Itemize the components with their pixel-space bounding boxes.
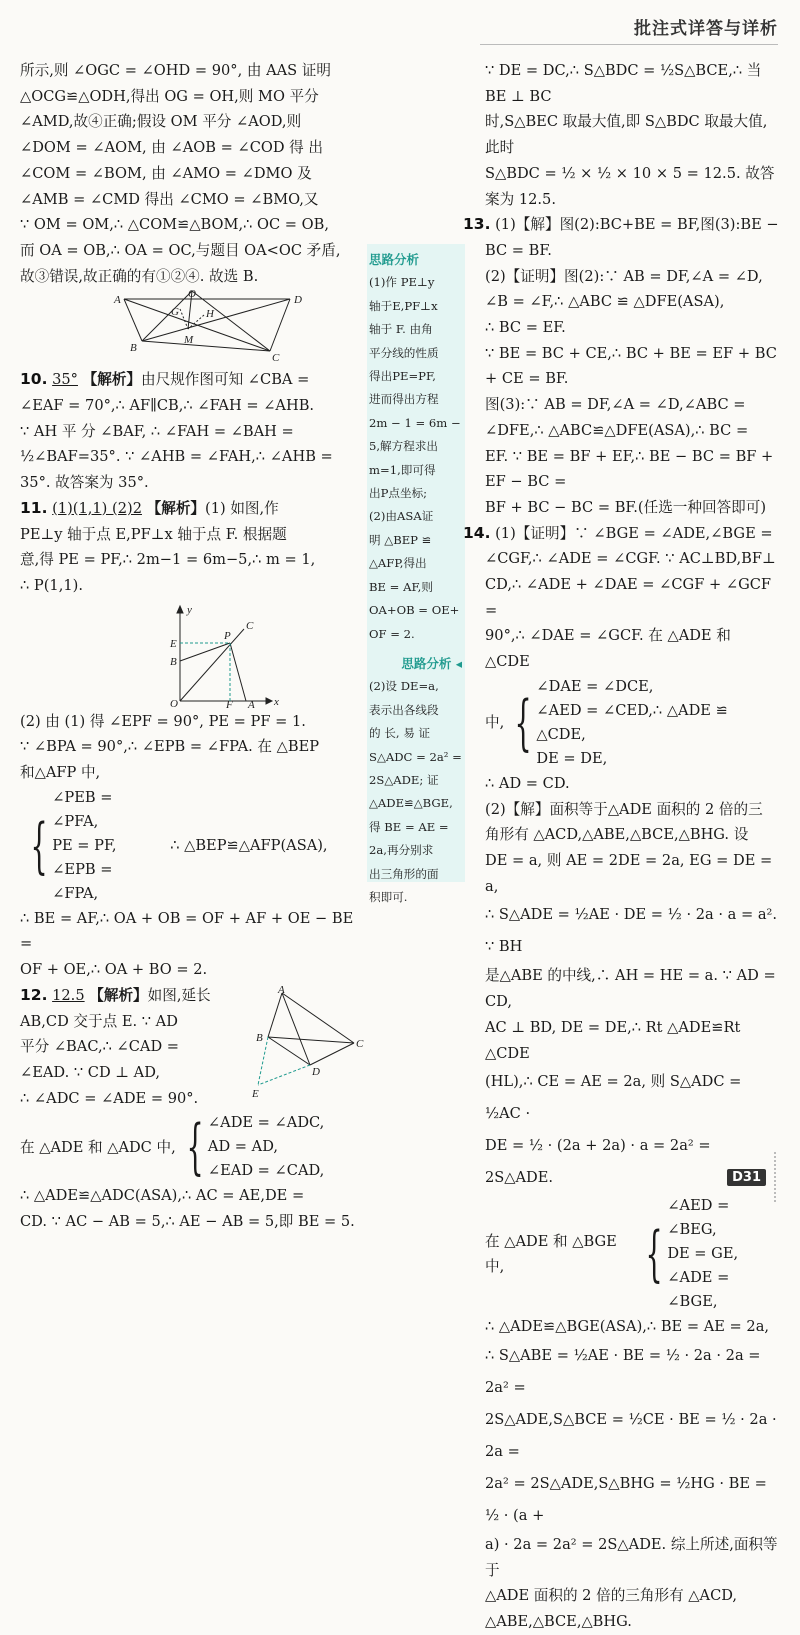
text-line: 35°. 故答案为 35°. <box>20 474 149 492</box>
text-line: (1) 如图,作 <box>205 499 279 517</box>
annotation-line: 2m − 1 = 6m − <box>369 415 461 430</box>
text-line: OF + OE,∴ OA + BO = 2. <box>20 961 208 979</box>
tag-analysis: 【解析】 <box>89 986 148 1004</box>
annotation-line: OA+OB = OE+ <box>369 603 460 618</box>
text-line: 由尺规作图可知 ∠CBA = <box>141 371 310 389</box>
text-line: ∴ △ADE≌△ADC(ASA),∴ AC = AE,DE = <box>20 1187 305 1205</box>
annotation-line: 得 BE = AE = <box>369 819 449 834</box>
text-line: (2) 由 (1) 得 ∠EPF = 90°, PE = PF = 1. <box>20 712 306 730</box>
text-line: DE = a, 则 AE = 2DE = 2a, EG = DE = a, <box>485 851 773 895</box>
text-line: ∵ ∠BPA = 90°,∴ ∠EPB = ∠FPA. 在 △BEP <box>20 738 320 756</box>
brace-system <box>20 786 360 906</box>
text-line: AB,CD 交于点 E. ∵ AD <box>20 1012 178 1030</box>
annotation-line: 2S△ADE; 证 <box>369 773 439 788</box>
brace-line: ∠EPB = ∠FPA, <box>52 860 113 902</box>
figure-q9 <box>20 288 360 365</box>
annotation-line: 5,解方程求出 <box>369 439 439 454</box>
fig9-label: H <box>206 308 214 321</box>
page-number: D31 <box>727 1169 766 1186</box>
text-line: ∠AMD,故④正确;假设 OM 平分 ∠AOD,则 <box>20 113 302 131</box>
fig11-label: F <box>226 698 233 711</box>
annotation-line: S△ADC = 2a² = <box>369 749 462 764</box>
text-line: ∠EAD. ∵ CD ⊥ AD, <box>20 1063 161 1081</box>
header-title: 批注式详答与详析 <box>634 19 778 39</box>
text-line: (2)【解】面积等于△ADE 面积的 2 倍的三 <box>485 800 763 818</box>
text-line: ∠B = ∠F,∴ △ABC ≌ △DFE(ASA), <box>485 293 725 311</box>
answer: (1)(1,1) (2)2 <box>52 499 142 517</box>
text-line: ∠COM = ∠BOM, 由 ∠AMO = ∠DMO 及 <box>20 164 312 182</box>
q12-continued <box>485 58 780 212</box>
question-number: 13. <box>463 215 491 234</box>
annotation-line: 出P点坐标; <box>369 486 428 501</box>
brace-line: ∠PEB = ∠PFA, <box>52 788 113 830</box>
text-line: 图(3):∵ AB = DF,∠A = ∠D,∠ABC = <box>485 396 746 414</box>
tag-analysis: 【解析】 <box>146 499 206 517</box>
text-line: 90°,∴ ∠DAE = ∠GCF. 在 △ADE 和 △CDE <box>485 627 731 671</box>
text-line: ∠DOM = ∠AOM, 由 ∠AOB = ∠COD 得 出 <box>20 139 324 157</box>
annotation-line: 的 长, 易 证 <box>369 726 431 741</box>
fig9-label: A <box>114 294 121 307</box>
fig12-label: C <box>356 1037 364 1050</box>
fig12-label: D <box>312 1065 320 1078</box>
text-line: 2S△ADE,S△BCE = ½CE · BE = ½ · 2a · 2a = <box>485 1410 777 1460</box>
annotation-line: 进而得出方程 <box>369 392 439 407</box>
annotation-line: 轴于E,PF⊥x <box>369 298 438 313</box>
text-line: 时,S△BEC 取最大值,即 S△BDC 取最大值,此时 <box>485 113 768 157</box>
annotation-line: 轴于 F. 由角 <box>369 322 433 337</box>
text-line: 和△AFP 中, <box>20 764 101 782</box>
text-line: △ABE,△BCE,△BHG. <box>485 1613 632 1631</box>
q13 <box>463 212 780 520</box>
figure-q11 <box>20 599 360 709</box>
annotation-line: 出三角形的面 <box>369 866 439 881</box>
text-line: ∴ BC = EF. <box>485 319 566 337</box>
text-line: ∵ OM = OM,∴ △COM≌△BOM,∴ OC = OB, <box>20 216 329 234</box>
question-number: 14. <box>463 523 491 542</box>
fig12-label: E <box>252 1087 259 1100</box>
text-line: (1)【解】图(2):BC+BE = BF,图(3):BE − <box>495 216 779 234</box>
fig12-label: B <box>256 1031 263 1044</box>
text-line: △ADE 面积的 2 倍的三角形有 △ACD, <box>485 1587 738 1605</box>
fig11-label: A <box>248 698 255 711</box>
annotation-line: (1)作 PE⊥y <box>369 275 435 290</box>
annotation-line: 表示出各线段 <box>369 702 439 717</box>
figure-q12 <box>232 983 364 1100</box>
text-line: ∴ P(1,1). <box>20 576 83 594</box>
fig11-label: P <box>224 629 231 642</box>
brace-line: DE = GE, <box>667 1245 739 1263</box>
text-line: ½∠BAF=35°. ∵ ∠AHB = ∠FAH,∴ ∠AHB = <box>20 448 333 466</box>
brace-line: PE = PF, <box>52 836 117 854</box>
annotation-2 <box>369 652 462 909</box>
annotation-line: OF = 2. <box>369 626 415 641</box>
q12 <box>20 983 364 1235</box>
text-line: CD,∴ ∠ADE + ∠DAE = ∠CGF + ∠GCF = <box>485 576 772 619</box>
annotation-line: 得出PE=PF, <box>369 369 436 384</box>
annotation-line: 平分线的性质 <box>369 345 439 360</box>
brace-line: ∠EAD = ∠CAD, <box>207 1162 325 1180</box>
right-column <box>463 58 780 1635</box>
tag-analysis: 【解析】 <box>82 371 142 389</box>
annotation-line: BE = AF,则 <box>369 579 433 594</box>
text-line: a) · 2a = 2a² = 2S△ADE. 综上所述,面积等于 <box>485 1535 778 1579</box>
answer: 35° <box>52 371 78 389</box>
text-line: ∴ ∠ADC = ∠ADE = 90°. <box>20 1089 199 1107</box>
fig11-label: B <box>170 655 177 668</box>
brace-line: ∠DAE = ∠DCE, <box>536 677 654 695</box>
text-line: 2a² = 2S△ADE,S△BHG = ½HG · BE = ½ · (a + <box>485 1474 767 1524</box>
annotation-line: △AFP,得出 <box>369 556 427 571</box>
text-line: 故③错误,故正确的有①②④. 故选 B. <box>20 267 259 285</box>
page-edge-dots <box>774 1152 790 1202</box>
brace-intro: 在 △ADE 和 △BGE 中, <box>485 1232 617 1276</box>
fig11-label: O <box>170 697 178 710</box>
text-line: △OCG≌△ODH,得出 OG = OH,则 MO 平分 <box>20 87 319 105</box>
text-line: EF. ∵ BE = BF + EF,∴ BE − BC = BF + EF − BC = <box>485 447 774 491</box>
text-line: ∴ BE = AF,∴ OA + OB = OF + AF + OE − BE = <box>20 909 354 953</box>
q9-text <box>20 58 360 289</box>
text-line: ∠CGF,∴ ∠ADE = ∠CGF. ∵ AC⊥BD,BF⊥ <box>485 550 776 568</box>
text-line: DE = ½ · (2a + 2a) · a = 2a² = 2S△ADE. <box>485 1137 711 1187</box>
annotation-line: (2)由ASA证 <box>369 509 434 524</box>
annotation-line: 积即可. <box>369 890 408 905</box>
q10 <box>20 367 360 496</box>
annotation-line: △ADE≌△BGE, <box>369 796 453 811</box>
question-number: 11. <box>20 498 48 517</box>
fig9-label: B <box>130 342 137 355</box>
brace-symbol: { <box>514 687 532 758</box>
brace-system <box>20 1111 360 1183</box>
annotation-line: 2a,再分别求 <box>369 843 434 858</box>
text-line: (1)【证明】∵ ∠BGE = ∠ADE,∠BGE = <box>495 524 773 542</box>
brace-symbol: { <box>645 1219 663 1290</box>
brace-intro: 中, <box>485 714 505 732</box>
text-line: ∵ DE = DC,∴ S△BDC = ½S△BCE,∴ 当 BE ⊥ BC <box>485 62 762 105</box>
text-line: 如图,延长 <box>147 986 211 1004</box>
text-line: ∴ S△ADE = ½AE · DE = ½ · 2a · a = a². ∵ BH <box>485 906 778 956</box>
annotation-line: 明 △BEP ≌ <box>369 532 432 547</box>
fig11-label: y <box>187 603 192 616</box>
text-line: (2)【证明】图(2):∵ AB = DF,∠A = ∠D, <box>485 267 763 285</box>
brace-line: ∠AED = ∠CED,∴ △ADE ≌ △CDE, <box>536 701 728 743</box>
text-line: AC ⊥ BD, DE = DE,∴ Rt △ADE≌Rt △CDE <box>485 1018 741 1062</box>
annotation-title-text: 思路分析 <box>401 656 452 671</box>
brace-line: DE = DE, <box>536 749 608 767</box>
annotation-line: m=1,即可得 <box>369 462 436 477</box>
text-line: CD. ∵ AC − AB = 5,∴ AE − AB = 5,即 BE = 5. <box>20 1213 355 1231</box>
annotation-line: (2)设 DE=a, <box>369 679 439 694</box>
text-line: ∠AMB = ∠CMD 得出 ∠CMO = ∠BMO,又 <box>20 190 319 208</box>
text-line: (HL),∴ CE = AE = 2a, 则 S△ADC = ½AC · <box>485 1073 742 1123</box>
answer: 12.5 <box>52 986 85 1004</box>
text-line: ∴ AD = CD. <box>485 774 570 792</box>
brace-line: ∠ADE = ∠BGE, <box>667 1269 730 1311</box>
text-line: 所示,则 ∠OGC = ∠OHD = 90°, 由 AAS 证明 <box>20 62 331 79</box>
text-line: ∵ AH 平 分 ∠BAF, ∴ ∠FAH = ∠BAH = <box>20 422 294 440</box>
brace-intro: 在 △ADE 和 △ADC 中, <box>20 1138 176 1156</box>
brace-symbol: { <box>30 810 48 881</box>
text-line: 而 OA = OB,∴ OA = OC,与题目 OA<OC 矛盾, <box>20 241 341 259</box>
text-line: BC = BF. <box>485 241 552 259</box>
fig9-label: M <box>184 334 194 347</box>
q14 <box>463 521 780 1635</box>
text-line: 意,得 PE = PF,∴ 2m−1 = 6m−5,∴ m = 1, <box>20 551 316 569</box>
fig9-label: D <box>294 294 302 307</box>
text-line: BF + BC − BC = BF.(任选一种回答即可) <box>485 498 767 516</box>
text-line: 是△ABE 的中线,∴ AH = HE = a. ∵ AD = CD, <box>485 967 776 1011</box>
annotation-title: 思路分析 ◂ <box>401 656 462 671</box>
brace-system <box>485 675 780 771</box>
fig11-label: C <box>246 619 254 632</box>
brace-symbol: { <box>186 1112 204 1183</box>
text-line: S△BDC = ½ × ½ × 10 × 5 = 12.5. 故答案为 12.5. <box>485 164 775 208</box>
text-line: PE⊥y 轴于点 E,PF⊥x 轴于点 F. 根据题 <box>20 525 287 543</box>
brace-conclusion: ∴ △BEP≌△AFP(ASA), <box>170 836 328 854</box>
brace-line: ∠ADE = ∠ADC, <box>207 1114 325 1132</box>
text-line: ∴ △ADE≌△BGE(ASA),∴ BE = AE = 2a, <box>485 1318 770 1336</box>
text-line: 角形有 △ACD,△ABE,△BCE,△BHG. 设 <box>485 826 749 844</box>
annotation-title: 思路分析 <box>369 252 420 267</box>
question-number: 10. <box>20 370 48 389</box>
left-column <box>20 58 364 1235</box>
brace-system <box>485 1194 780 1314</box>
annotation-1 <box>369 248 462 646</box>
fig9-label: C <box>272 352 280 365</box>
header-rule <box>480 44 778 45</box>
q11 <box>20 496 360 983</box>
fig12-label: A <box>278 983 285 996</box>
brace-line: ∠AED = ∠BEG, <box>667 1197 730 1239</box>
question-number: 12. <box>20 985 48 1004</box>
text-line: ∴ S△ABE = ½AE · BE = ½ · 2a · 2a = 2a² = <box>485 1346 761 1396</box>
brace-line: AD = AD, <box>207 1138 279 1156</box>
text-line: 平分 ∠BAC,∴ ∠CAD = <box>20 1038 180 1056</box>
text-line: ∠EAF = 70°,∴ AF∥CB,∴ ∠FAH = ∠AHB. <box>20 397 315 415</box>
fig9-label: O <box>188 288 196 301</box>
text-line: ∵ BE = BC + CE,∴ BC + BE = EF + BC + CE = BF. <box>485 344 777 388</box>
fig9-label: G <box>171 306 179 319</box>
text-line: ∠DFE,∴ △ABC≌△DFE(ASA),∴ BC = <box>485 421 749 439</box>
fig11-label: E <box>170 637 177 650</box>
fig11-label: x <box>274 695 279 708</box>
